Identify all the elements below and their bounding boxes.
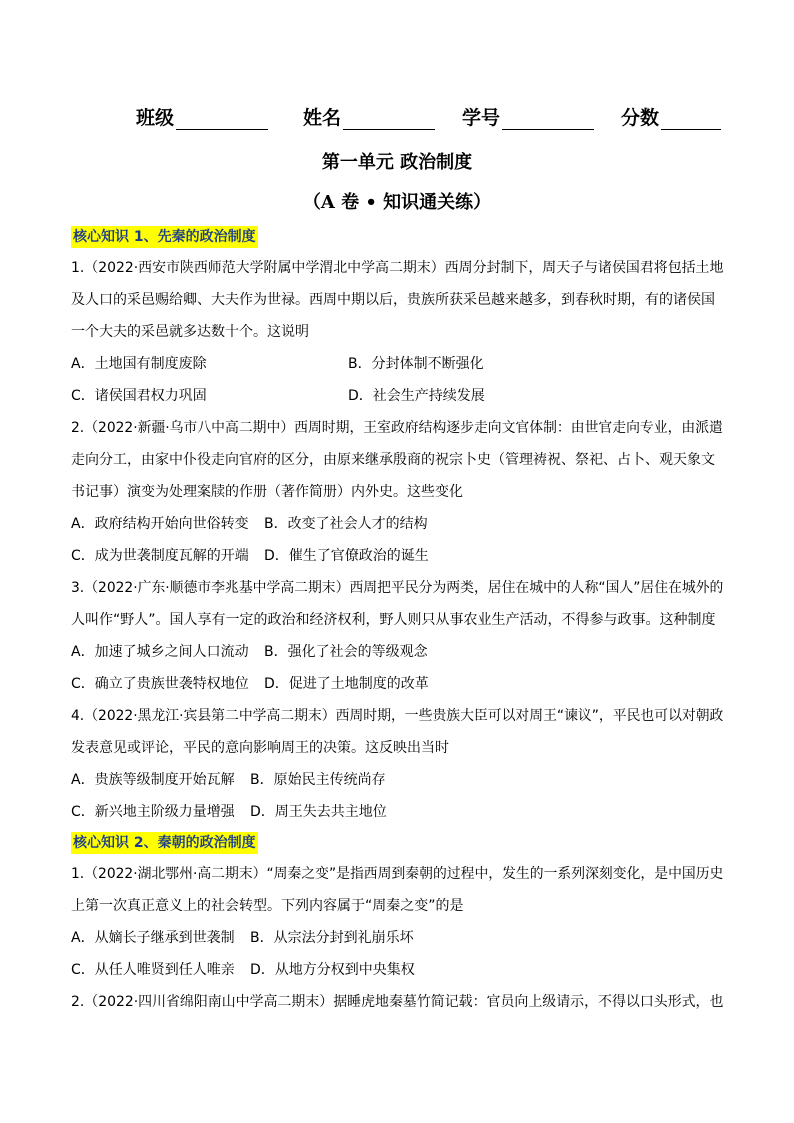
- question-text: 1.（2022·湖北鄂州·高二期末）“周秦之变”是指西周到秦朝的过程中，发生的一系列深刻变化，是中国历史: [71, 866, 724, 882]
- name-field: [303, 103, 435, 130]
- option-d: D．周王失去共主地位: [250, 804, 387, 820]
- name-label: 姓名: [303, 107, 342, 129]
- option-b: B．分封体制不断强化: [348, 356, 484, 372]
- question-text: 1.（2022·西安市陕西师范大学附属中学渭北中学高二期末）西周分封制下，周天子与诸侯国君将包括土地: [71, 260, 724, 276]
- question-text: 书记事）演变为处理案牍的作册（著作简册）内外史。这些变化: [71, 484, 463, 500]
- student-id-blank: [502, 109, 594, 130]
- score-blank: [661, 109, 721, 130]
- student-id-field: [462, 103, 594, 130]
- option-a: A．加速了城乡之间人口流动: [71, 644, 249, 660]
- option-d: D．催生了官僚政治的诞生: [264, 548, 429, 564]
- question-text: 4.（2022·黑龙江·宾县第二中学高二期末）西周时期，一些贵族大臣可以对周王“谏议”，平民也可以对朝政: [71, 708, 724, 724]
- option-a: A．贵族等级制度开始瓦解: [71, 772, 235, 788]
- unit-title: 第一单元 政治制度: [321, 152, 473, 173]
- unit-subtitle: （A 卷 • 知识通关练）: [302, 192, 492, 213]
- option-d: D．从地方分权到中央集权: [250, 962, 415, 978]
- question-text: 及人口的采邑赐给卿、大夫作为世禄。西周中期以后，贵族所获采邑越来越多，到春秋时期，有的诸侯国: [71, 292, 715, 308]
- question-text: 一个大夫的采邑就多达数十个。这说明: [71, 324, 309, 340]
- option-a: A．政府结构开始向世俗转变: [71, 516, 249, 532]
- question-text: 人叫作“野人”。国人享有一定的政治和经济权利，野人则只从事农业生产活动，不得参与政事。这种制度: [71, 612, 716, 628]
- score-field: [621, 103, 721, 130]
- option-a: A．从嫡长子继承到世袭制: [71, 930, 235, 946]
- option-a: A．土地国有制度废除: [71, 356, 207, 372]
- question-text: 3.（2022·广东·顺德市李兆基中学高二期末）西周把平民分为两类，居住在城中的人称“国人”居住在城外的: [71, 580, 724, 596]
- class-label: 班级: [136, 107, 175, 129]
- option-b: B．改变了社会人才的结构: [264, 516, 428, 532]
- exam-header: [0, 103, 794, 131]
- question-text: 上第一次真正意义上的社会转型。下列内容属于“周秦之变”的是: [71, 898, 464, 914]
- option-c: C．成为世袭制度瓦解的开端: [71, 548, 249, 564]
- option-c: C．确立了贵族世袭特权地位: [71, 676, 249, 692]
- question-text: 2.（2022·四川省绵阳南山中学高二期末）据睡虎地秦墓竹简记载：官员向上级请示，不得以口头形式，也: [71, 994, 724, 1010]
- option-b: B．从宗法分封到礼崩乐坏: [250, 930, 414, 946]
- class-blank: [176, 109, 268, 130]
- option-d: D．社会生产持续发展: [348, 388, 485, 404]
- student-id-label: 学号: [462, 107, 501, 129]
- name-blank: [343, 109, 435, 130]
- question-text: 发表意见或评论，平民的意向影响周王的决策。这反映出当时: [71, 740, 449, 756]
- option-c: C．新兴地主阶级力量增强: [71, 804, 235, 820]
- question-text: 走向分工，由家中仆役走向官府的区分，由原来继承殷商的祝宗卜史（管理祷祝、祭祀、占卜、观天象文: [71, 452, 715, 468]
- option-c: C．诸侯国君权力巩固: [71, 388, 207, 404]
- score-label: 分数: [621, 107, 660, 129]
- section-heading: 核心知识 2、秦朝的政治制度: [71, 832, 258, 854]
- section-heading: 核心知识 1、先秦的政治制度: [71, 226, 258, 248]
- option-c: C．从任人唯贤到任人唯亲: [71, 962, 235, 978]
- option-d: D．促进了土地制度的改革: [264, 676, 429, 692]
- option-b: B．原始民主传统尚存: [250, 772, 386, 788]
- class-field: [136, 103, 268, 130]
- option-b: B．强化了社会的等级观念: [264, 644, 428, 660]
- question-text: 2.（2022·新疆·乌市八中高二期中）西周时期，王室政府结构逐步走向文官体制：由世官走向专业，由派遣: [71, 420, 723, 436]
